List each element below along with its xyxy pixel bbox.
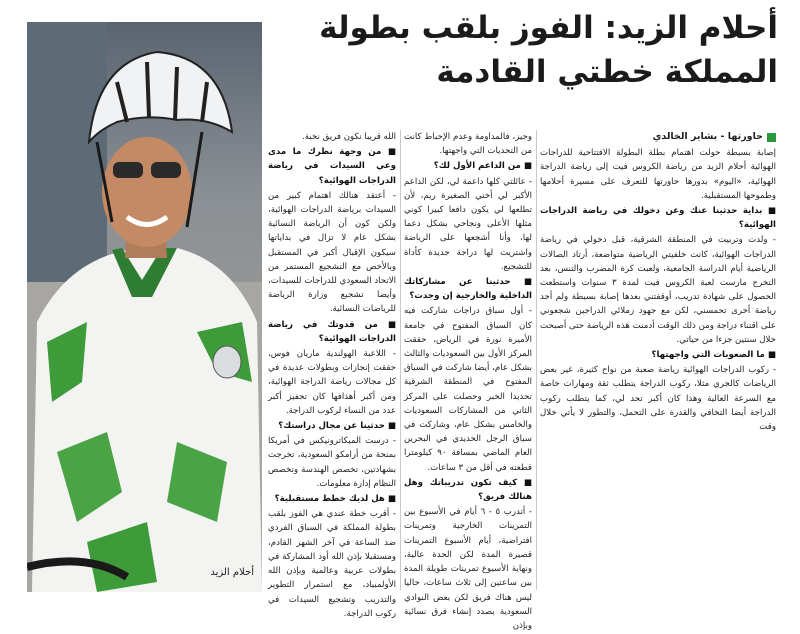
question-paragraph: ■ من الداعم الأول لك؟: [433, 161, 532, 172]
headline: [278, 6, 778, 94]
body-paragraph: وجيز، فالمداومة وعدم الإحباط كانت من التحديات التي واجهتها.: [404, 132, 532, 157]
question-paragraph: ■ هل لديك خطط مستقبلية؟: [274, 494, 396, 505]
article-column-middle: [404, 130, 532, 634]
body-paragraph: - أول سباق دراجات شاركت فيه كان السباق المفتوح في جامعة الأميرة نورة في الرياض، حققت المركز الأول بين السعوديات والثالث بشكل عام، أيضا شاركت في السباق المفتوح في المنطقة الشرقية تحديدا الخبر وحصلت على المركز الثاني من المشاركات السعوديات والخامس بشكل عام، وشاركت في سباق الرجل الحديدي في البحرين العام الماضي بمسافة ٩٠ كيلومترا قطعته في أقل من ٣ ساعات.: [404, 306, 533, 473]
article-column-left: [268, 130, 396, 622]
body-paragraph: - أقرب خطة عندي هي الفوز بلقب بطولة المملكة في السباق الفردي ضد الساعة في آخر الشهر القادم، ومستقبلا بإذن الله أود المشاركة في بطولات عربية وعالمية وبإذن الله الأولمبياد، مع استمرار التطوير والتدريب وتشجيع السيدات في ركوب الدراجة.: [268, 509, 396, 619]
body-paragraph: - ولدت وتربيت في المنطقة الشرقية، قبل دخولي في رياضة الدراجات الهوائية، كانت خلفيتي الرياضية متواضعة، أرتاد الصالات الرياضية أيام الدراسة الجامعية، ولعبت كرة المضرب والتنس، بعد التخرج مارست لعبة الكروس فيت لمدة ٣ سنوات واستطعت الحصول على شهادة تدريب، أوقفتني بعدها إصابة بسيطة ولم أجد رياضة أخرى تحمسني، لكن مع جهود زملائي الدراجين شجعوني على اقتناء دراجة ومن ذلك الوقت أدمنت هذه الرياضة حتى أصبحت خلال سنتين جزءا من حياتي.: [540, 235, 776, 345]
column-divider: [400, 130, 401, 590]
question-paragraph: ■ ما الصعوبات التي واجهتها؟: [651, 350, 776, 361]
body-paragraph: - أتدرب ٥ - ٦ أيام في الأسبوع بين التمرينات الخارجية وتمرينات افتراضية، أيام الأسبوع التمرينات قصيرة المدة لكن الحدة عالية، ونهاية الأسبوع تمرينات طويلة المدة بين ساعتين إلى ثلاث ساعات، حاليا ليس هناك فريق لكن بعض النوادي السعودية بصدد إنشاء فرق نسائية وبإذن: [404, 507, 532, 631]
body-paragraph: إصابة بسيطة حولت اهتمام بطلة البطولة الافتتاحية للدراجات الهوائية أحلام الزيد من رياضة الكروس فيت إلى رياضة الدراجة الهوائية، «اليوم» بدورها حاورتها للتعرف على مسيرة أحلامها وطموحها المستقبلية.: [540, 148, 776, 201]
question-paragraph: ■ من وجهة نظرك ما مدى وعي السيدات في رياضة الدراجات الهوائية؟: [268, 147, 396, 186]
question-paragraph: ■ حدثينا عن مجال دراستك؟: [278, 421, 396, 432]
question-paragraph: ■ من قدوتك في رياضة الدراجات الهوائية؟: [268, 319, 396, 344]
byline: [540, 130, 776, 144]
column-divider: [536, 130, 537, 590]
body-paragraph: - اللاعبة الهولندية ماريان فوس، حققت إنجازات وبطولات عديدة في كل مجالات رياضة الدراجة الهوائية، ومن أكبر أهدافها كان تحفيز أكبر عدد من النساء لركوب الدراجة.: [268, 349, 396, 416]
byline-text: حاورتها - بشاير الخالدي: [652, 131, 763, 142]
article-column-right: [540, 130, 776, 435]
byline-marker-icon: [767, 133, 776, 142]
question-paragraph: ■ كيف تكون تدريباتك وهل هنالك فريق؟: [404, 477, 532, 503]
question-paragraph: ■ حدثينا عن مشاركاتك الداخلية والخارجية إن وجدت؟: [404, 277, 532, 302]
headline-line-2: المملكة خطتي القادمة: [436, 54, 778, 90]
headline-line-1: أحلام الزيد: الفوز بلقب بطولة: [319, 10, 778, 46]
cyclist-figure: [27, 22, 262, 592]
body-paragraph: الله قريبا نكون فريق نخبة.: [301, 132, 396, 142]
body-paragraph: - عائلتي كلها داعمة لي، لكن الداعم الأكبر لي أختي الصغيرة ريم، لأن تطلعها لي يكون دافعا كبيرا كوني مثلها الأعلى ونجاحي بشكل دعما لها، وأنا أشجعها على الرياضة واشتريت لها دراجة جديدة كأداة للتشجيع.: [404, 176, 532, 272]
body-paragraph: - ركوب الدراجات الهوائية رياضة صعبة من نواح كثيرة، غير بعض الرياضات كالجري مثلا، ركوب الدراجة يتطلب ثقة ومهارات خاصة مع السرعة العالية وهذا كان أكبر تحد لي، كما يتطلب ركوب الدراجة أيضا التخافي والقدرة على التحمل، والتطور لا يأتي خلال وقت: [540, 365, 776, 433]
body-paragraph: - أعتقد هنالك اهتمام كبير من السيدات برياضة الدراجات الهوائية، ولكن كون أن الرياضة النسائية بشكل عام لا تزال في بداياتها سيكون الإقبال أكبر في المستقبل وبالأخص مع التشجيع المستمر من الاتحاد السعودي للدراجات للسيدات، وأيضا تشجيع وزارة الرياضة للرياضات النسائية.: [268, 190, 396, 315]
body-paragraph: - درست الميكاترونيكس في أمريكا بمنحة من أرامكو السعودية، تخرجت بشهادتين، تخصص الهندسة وتخصص النظام إدارة معلومات.: [268, 436, 396, 489]
question-paragraph: ■ بداية حدثينا عنك وعن دخولك في رياضة الدراجات الهوائية؟: [540, 206, 776, 231]
cyclist-photo: [27, 22, 262, 592]
photo-caption: أحلام الزيد: [210, 567, 254, 578]
